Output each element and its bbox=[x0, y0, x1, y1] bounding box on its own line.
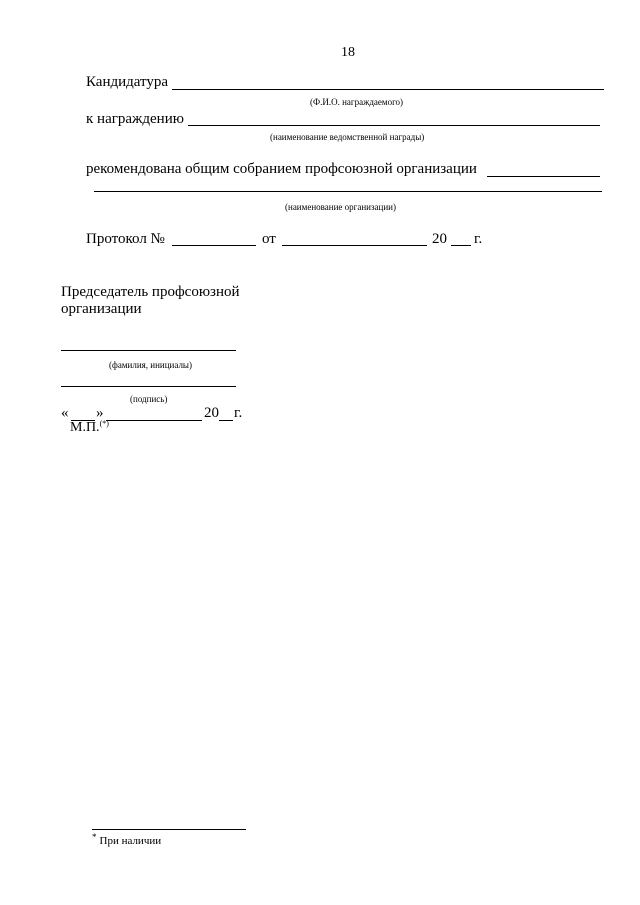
protocol-year-prefix: 20 bbox=[432, 231, 447, 247]
chairman-name-caption: (фамилия, инициалы) bbox=[109, 360, 192, 370]
candidacy-label: Кандидатура bbox=[86, 74, 169, 90]
page-number: 18 bbox=[341, 45, 355, 60]
footnote bbox=[92, 832, 162, 847]
protocol-date-line[interactable] bbox=[282, 245, 427, 246]
seal-label: М.П. bbox=[70, 420, 100, 435]
date-year-prefix: 20 bbox=[204, 405, 219, 421]
footnote-separator bbox=[92, 829, 246, 830]
protocol-number-line[interactable] bbox=[172, 245, 256, 246]
chairman-title-line2: организации bbox=[61, 301, 142, 317]
date-open-quote: « bbox=[61, 405, 69, 421]
date-month-line[interactable] bbox=[106, 420, 202, 421]
date-year-suffix: г. bbox=[234, 405, 243, 421]
footnote-mark: * bbox=[92, 832, 97, 842]
protocol-year-suffix: г. bbox=[474, 231, 483, 247]
protocol-year-line[interactable] bbox=[451, 245, 471, 246]
candidate-name-caption: (Ф.И.О. награждаемого) bbox=[310, 97, 404, 107]
award-name-line[interactable] bbox=[188, 125, 600, 126]
footnote-text: При наличии bbox=[99, 835, 162, 847]
chairman-signature-line[interactable] bbox=[61, 386, 236, 387]
award-label: к награждению bbox=[86, 111, 184, 127]
chairman-signature-caption: (подпись) bbox=[130, 394, 168, 404]
protocol-from-label: от bbox=[262, 231, 276, 247]
chairman-title-line1: Председатель профсоюзной bbox=[61, 284, 240, 300]
date-close-quote: » bbox=[96, 405, 104, 421]
award-name-caption: (наименование ведомственной награды) bbox=[270, 132, 425, 142]
recommended-label: рекомендована общим собранием профсоюзной организации bbox=[86, 161, 477, 177]
seal-place bbox=[70, 420, 109, 436]
candidate-name-line[interactable] bbox=[172, 89, 604, 90]
organization-name-line[interactable] bbox=[94, 191, 602, 192]
protocol-label: Протокол № bbox=[86, 231, 165, 247]
date-year-line[interactable] bbox=[219, 420, 233, 421]
organization-name-caption: (наименование организации) bbox=[285, 202, 396, 212]
recommended-line-end[interactable] bbox=[487, 176, 600, 177]
seal-footnote-mark: (*) bbox=[99, 419, 109, 428]
chairman-name-line[interactable] bbox=[61, 350, 236, 351]
